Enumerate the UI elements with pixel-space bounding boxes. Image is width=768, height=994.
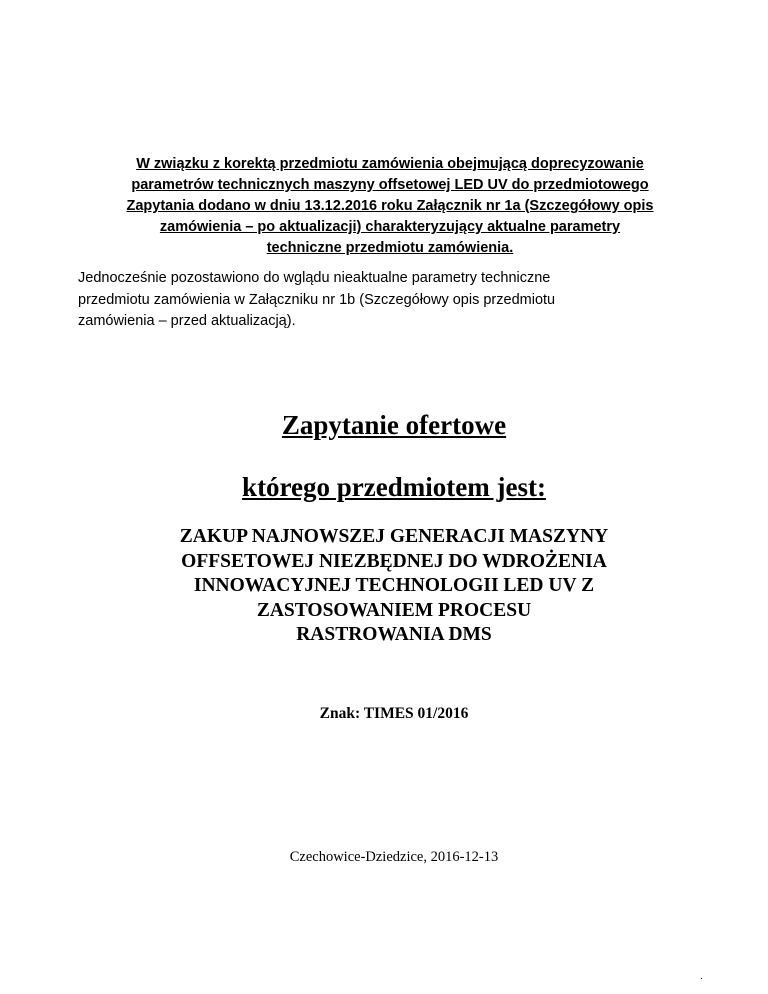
reference-sign: Znak: TIMES 01/2016: [319, 705, 469, 722]
correction-notice-line: parametrów technicznych maszyny offsetowej LED UV do przedmiotowego: [131, 177, 649, 193]
subject-line: RASTROWANIA DMS: [296, 624, 492, 645]
correction-notice: [70, 154, 710, 259]
note-line: przedmiotu zamówienia w Załączniku nr 1b (Szczegółowy opis przedmiotu: [78, 291, 556, 308]
procurement-subject: [100, 525, 688, 648]
document-title: Zapytanie ofertowe: [281, 410, 507, 440]
subject-line: ZASTOSOWANIEM PROCESU: [256, 599, 532, 621]
outdated-parameters-note: [78, 268, 698, 333]
document-subtitle: którego przedmiotem jest:: [242, 472, 546, 502]
place-and-date: Czechowice-Dziedzice, 2016-12-13: [289, 849, 499, 865]
correction-notice-line: techniczne przedmiotu zamówienia.: [266, 240, 514, 256]
subject-line: OFFSETOWEJ NIEZBĘDNEJ DO WDROŻENIA: [181, 550, 607, 572]
correction-notice-line: W związku z korektą przedmiotu zamówienia obejmującą doprecyzowanie: [136, 156, 644, 172]
note-line: Jednocześnie pozostawiono do wglądu nieaktualne parametry techniczne: [78, 270, 551, 286]
subject-line: ZAKUP NAJNOWSZEJ GENERACJI MASZYNY: [179, 526, 609, 547]
subject-line: INNOWACYJNEJ TECHNOLOGII LED UV Z: [193, 575, 595, 596]
correction-notice-line: Zapytania dodano w dniu 13.12.2016 roku Załącznik nr 1a (Szczegółowy opis: [126, 198, 654, 214]
page-mark: .: [700, 971, 703, 982]
note-line: zamówienia – przed aktualizacją).: [78, 313, 296, 329]
correction-notice-line: zamówienia – po aktualizacji) charakteryzujący aktualne parametry: [159, 219, 621, 235]
